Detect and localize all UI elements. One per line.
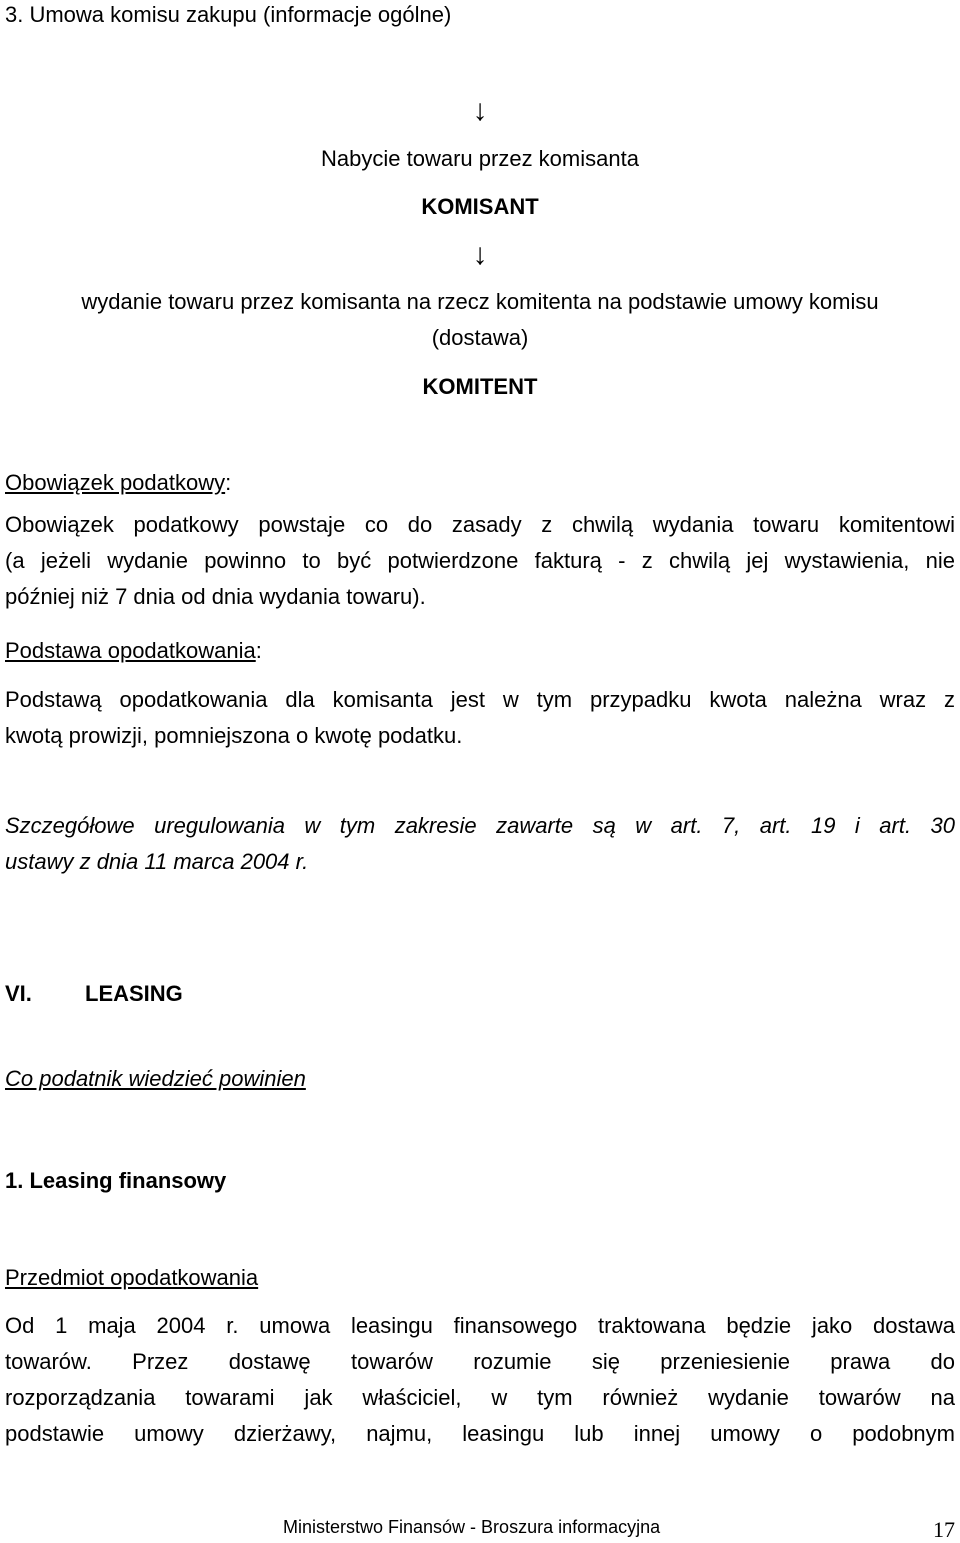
- leasing-text-line: rozporządzania towarami jak właściciel, w tym również wydanie towarów na: [5, 1385, 955, 1410]
- leasing-heading: 1. Leasing finansowy: [5, 1168, 227, 1193]
- obligation-label: [5, 470, 955, 496]
- leasing-text-line: towarów. Przez dostawę towarów rozumie się przeniesienie prawa do: [5, 1349, 955, 1374]
- obligation-text-line: później niż 7 dnia od dnia wydania towaru).: [5, 584, 426, 609]
- flow-step-acquisition: Nabycie towaru przez komisanta: [321, 146, 639, 171]
- footer-text: Ministerstwo Finansów - Broszura informacyjna: [283, 1517, 661, 1537]
- flow-step-delivery-note: (dostawa): [431, 325, 529, 350]
- base-text-line: Podstawą opodatkowania dla komisanta jest w tym przypadku kwota należna wraz z: [5, 687, 955, 712]
- leasing-text-line: Od 1 maja 2004 r. umowa leasingu finansowego traktowana będzie jako dostawa: [5, 1313, 955, 1338]
- base-label-text: Podstawa opodatkowania: [5, 638, 256, 663]
- details-text-line: ustawy z dnia 11 marca 2004 r.: [5, 849, 309, 874]
- chapter-number: VI.: [5, 981, 32, 1006]
- base-text-line: kwotą prowizji, pomniejszona o kwotę podatku.: [5, 723, 463, 748]
- flow-node-komitent: KOMITENT: [422, 374, 538, 399]
- subject-label: Przedmiot opodatkowania: [5, 1265, 259, 1290]
- down-arrow-icon: ↓: [472, 94, 488, 127]
- obligation-text-line: Obowiązek podatkowy powstaje co do zasady z chwilą wydania towaru komitentowi: [5, 512, 955, 537]
- down-arrow-icon: ↓: [472, 238, 488, 271]
- base-label: [5, 638, 955, 664]
- flow-node-komisant: KOMISANT: [421, 194, 539, 219]
- section-heading: 3. Umowa komisu zakupu (informacje ogólne): [5, 2, 452, 27]
- details-text-line: Szczegółowe uregulowania w tym zakresie zawarte są w art. 7, art. 19 i art. 30: [5, 813, 955, 838]
- leasing-text-line: podstawie umowy dzierżawy, najmu, leasingu lub innej umowy o podobnym: [5, 1421, 955, 1446]
- chapter-name: LEASING: [85, 981, 183, 1006]
- obligation-text-line: (a jeżeli wydanie powinno to być potwierdzone fakturą - z chwilą jej wystawienia, nie: [5, 548, 955, 573]
- obligation-label-text: Obowiązek podatkowy: [5, 470, 226, 495]
- page-number: 17: [933, 1517, 955, 1542]
- chapter-title: [5, 981, 183, 1007]
- flow-step-delivery: wydanie towaru przez komisanta na rzecz komitenta na podstawie umowy komisu: [81, 289, 879, 314]
- base-label-colon: :: [255, 638, 262, 663]
- obligation-label-colon: :: [225, 470, 232, 495]
- subheading: Co podatnik wiedzieć powinien: [5, 1066, 306, 1091]
